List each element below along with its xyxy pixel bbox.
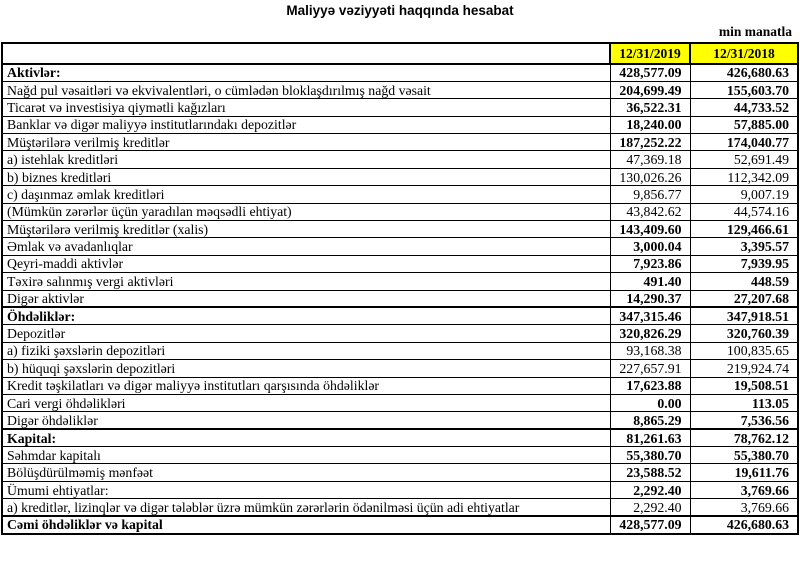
value-2019-cell: 347,315.46 xyxy=(610,307,690,324)
table-row xyxy=(2,151,798,168)
table-body xyxy=(2,64,798,534)
row-label-cell: b) biznes kreditləri xyxy=(2,168,610,185)
value-2018-cell: 57,885.00 xyxy=(690,116,798,133)
row-label-cell: Müştərilərə verilmiş kreditlər xyxy=(2,134,610,151)
table-row xyxy=(2,360,798,377)
value-2018-cell: 219,924.74 xyxy=(690,360,798,377)
value-2019-cell: 130,026.26 xyxy=(610,168,690,185)
row-label-cell: c) daşınmaz əmlak kreditləri xyxy=(2,186,610,203)
row-label-cell: Cəmi öhdəliklər və kapital xyxy=(2,516,610,533)
table-row xyxy=(2,290,798,307)
value-2018-cell: 9,007.19 xyxy=(690,186,798,203)
value-2019-cell: 204,699.49 xyxy=(610,81,690,98)
value-2019-cell: 428,577.09 xyxy=(610,516,690,533)
row-label-cell: Aktivlər: xyxy=(2,64,610,81)
table-row xyxy=(2,464,798,481)
value-2019-cell: 227,657.91 xyxy=(610,360,690,377)
value-2018-cell: 19,508.51 xyxy=(690,377,798,394)
row-label-cell: Öhdəliklər: xyxy=(2,307,610,324)
column-header-2018: 12/31/2018 xyxy=(690,43,798,64)
value-2019-cell: 18,240.00 xyxy=(610,116,690,133)
row-label-cell: Ticarət və investisiya qiymətli kağızları xyxy=(2,99,610,116)
value-2018-cell: 100,835.65 xyxy=(690,342,798,359)
value-2019-cell: 491.40 xyxy=(610,273,690,290)
row-label-cell: Kredit təşkilatları və digər maliyyə institutları qarşısında öhdəliklər xyxy=(2,377,610,394)
row-label-cell: b) hüquqi şəxslərin depozitləri xyxy=(2,360,610,377)
value-2019-cell: 55,380.70 xyxy=(610,447,690,464)
value-2018-cell: 320,760.39 xyxy=(690,325,798,342)
table-row xyxy=(2,325,798,342)
table-row xyxy=(2,307,798,324)
row-label-cell: Müştərilərə verilmiş kreditlər (xalis) xyxy=(2,221,610,238)
value-2019-cell: 2,292.40 xyxy=(610,499,690,516)
value-2018-cell: 7,939.95 xyxy=(690,255,798,272)
value-2019-cell: 187,252.22 xyxy=(610,134,690,151)
value-2019-cell: 320,826.29 xyxy=(610,325,690,342)
table-row xyxy=(2,116,798,133)
value-2019-cell: 143,409.60 xyxy=(610,221,690,238)
value-2018-cell: 3,769.66 xyxy=(690,499,798,516)
row-label-cell: Nağd pul vəsaitləri və ekvivalentləri, o cümlədən bloklaşdırılmış nağd vəsait xyxy=(2,81,610,98)
value-2018-cell: 174,040.77 xyxy=(690,134,798,151)
value-2018-cell: 448.59 xyxy=(690,273,798,290)
table-row xyxy=(2,255,798,272)
value-2018-cell: 129,466.61 xyxy=(690,221,798,238)
table-row xyxy=(2,203,798,220)
table-row xyxy=(2,221,798,238)
value-2018-cell: 426,680.63 xyxy=(690,516,798,533)
table-row xyxy=(2,516,798,533)
value-2019-cell: 81,261.63 xyxy=(610,429,690,446)
row-label-cell: Səhmdar kapitalı xyxy=(2,447,610,464)
row-label-cell: a) kreditlər, lizinqlər və digər tələblər üzrə mümkün zərərlərin ödənilməsi üçün adi ehtiyatlar xyxy=(2,499,610,516)
value-2018-cell: 44,733.52 xyxy=(690,99,798,116)
row-label-cell: (Mümkün zərərlər üçün yaradılan məqsədli ehtiyat) xyxy=(2,203,610,220)
row-label-cell: Bölüşdürülməmiş mənfəət xyxy=(2,464,610,481)
value-2019-cell: 0.00 xyxy=(610,394,690,411)
value-2018-cell: 155,603.70 xyxy=(690,81,798,98)
table-row xyxy=(2,412,798,429)
table-row xyxy=(2,273,798,290)
row-label-cell: Ümumi ehtiyatlar: xyxy=(2,481,610,498)
table-row xyxy=(2,81,798,98)
value-2019-cell: 23,588.52 xyxy=(610,464,690,481)
value-2018-cell: 19,611.76 xyxy=(690,464,798,481)
value-2018-cell: 112,342.09 xyxy=(690,168,798,185)
header-row xyxy=(2,43,798,64)
value-2019-cell: 43,842.62 xyxy=(610,203,690,220)
row-label-cell: Əmlak və avadanlıqlar xyxy=(2,238,610,255)
table-row xyxy=(2,64,798,81)
row-label-cell: Təxirə salınmış vergi aktivləri xyxy=(2,273,610,290)
value-2018-cell: 426,680.63 xyxy=(690,64,798,81)
value-2019-cell: 428,577.09 xyxy=(610,64,690,81)
value-2018-cell: 44,574.16 xyxy=(690,203,798,220)
value-2018-cell: 7,536.56 xyxy=(690,412,798,429)
value-2019-cell: 93,168.38 xyxy=(610,342,690,359)
value-2019-cell: 7,923.86 xyxy=(610,255,690,272)
column-header-label xyxy=(2,43,610,64)
financial-table xyxy=(1,42,799,535)
row-label-cell: Kapital: xyxy=(2,429,610,446)
value-2018-cell: 27,207.68 xyxy=(690,290,798,307)
table-row xyxy=(2,99,798,116)
unit-note: min manatla xyxy=(718,24,792,39)
value-2019-cell: 8,865.29 xyxy=(610,412,690,429)
value-2018-cell: 55,380.70 xyxy=(690,447,798,464)
table-row xyxy=(2,377,798,394)
row-label-cell: Digər aktivlər xyxy=(2,290,610,307)
table-row xyxy=(2,447,798,464)
table-row xyxy=(2,394,798,411)
value-2019-cell: 3,000.04 xyxy=(610,238,690,255)
value-2019-cell: 17,623.88 xyxy=(610,377,690,394)
value-2018-cell: 3,395.57 xyxy=(690,238,798,255)
value-2019-cell: 47,369.18 xyxy=(610,151,690,168)
row-label-cell: a) fiziki şəxslərin depozitləri xyxy=(2,342,610,359)
row-label-cell: a) istehlak kreditləri xyxy=(2,151,610,168)
table-row xyxy=(2,238,798,255)
column-header-2019: 12/31/2019 xyxy=(610,43,690,64)
value-2018-cell: 52,691.49 xyxy=(690,151,798,168)
table-row xyxy=(2,342,798,359)
row-label-cell: Cari vergi öhdəlikləri xyxy=(2,394,610,411)
row-label-cell: Digər öhdəliklər xyxy=(2,412,610,429)
table-row xyxy=(2,134,798,151)
row-label-cell: Qeyri-maddi aktivlər xyxy=(2,255,610,272)
value-2018-cell: 3,769.66 xyxy=(690,481,798,498)
table-row xyxy=(2,481,798,498)
row-label-cell: Depozitlər xyxy=(2,325,610,342)
value-2019-cell: 36,522.31 xyxy=(610,99,690,116)
table-row xyxy=(2,186,798,203)
value-2019-cell: 2,292.40 xyxy=(610,481,690,498)
value-2019-cell: 14,290.37 xyxy=(610,290,690,307)
value-2018-cell: 78,762.12 xyxy=(690,429,798,446)
report-title: Maliyyə vəziyyəti haqqında hesabat xyxy=(286,3,514,18)
table-row xyxy=(2,168,798,185)
value-2018-cell: 113.05 xyxy=(690,394,798,411)
row-label-cell: Banklar və digər maliyyə institutlarındakı depozitlər xyxy=(2,116,610,133)
value-2018-cell: 347,918.51 xyxy=(690,307,798,324)
table-row xyxy=(2,499,798,516)
value-2019-cell: 9,856.77 xyxy=(610,186,690,203)
table-row xyxy=(2,429,798,446)
